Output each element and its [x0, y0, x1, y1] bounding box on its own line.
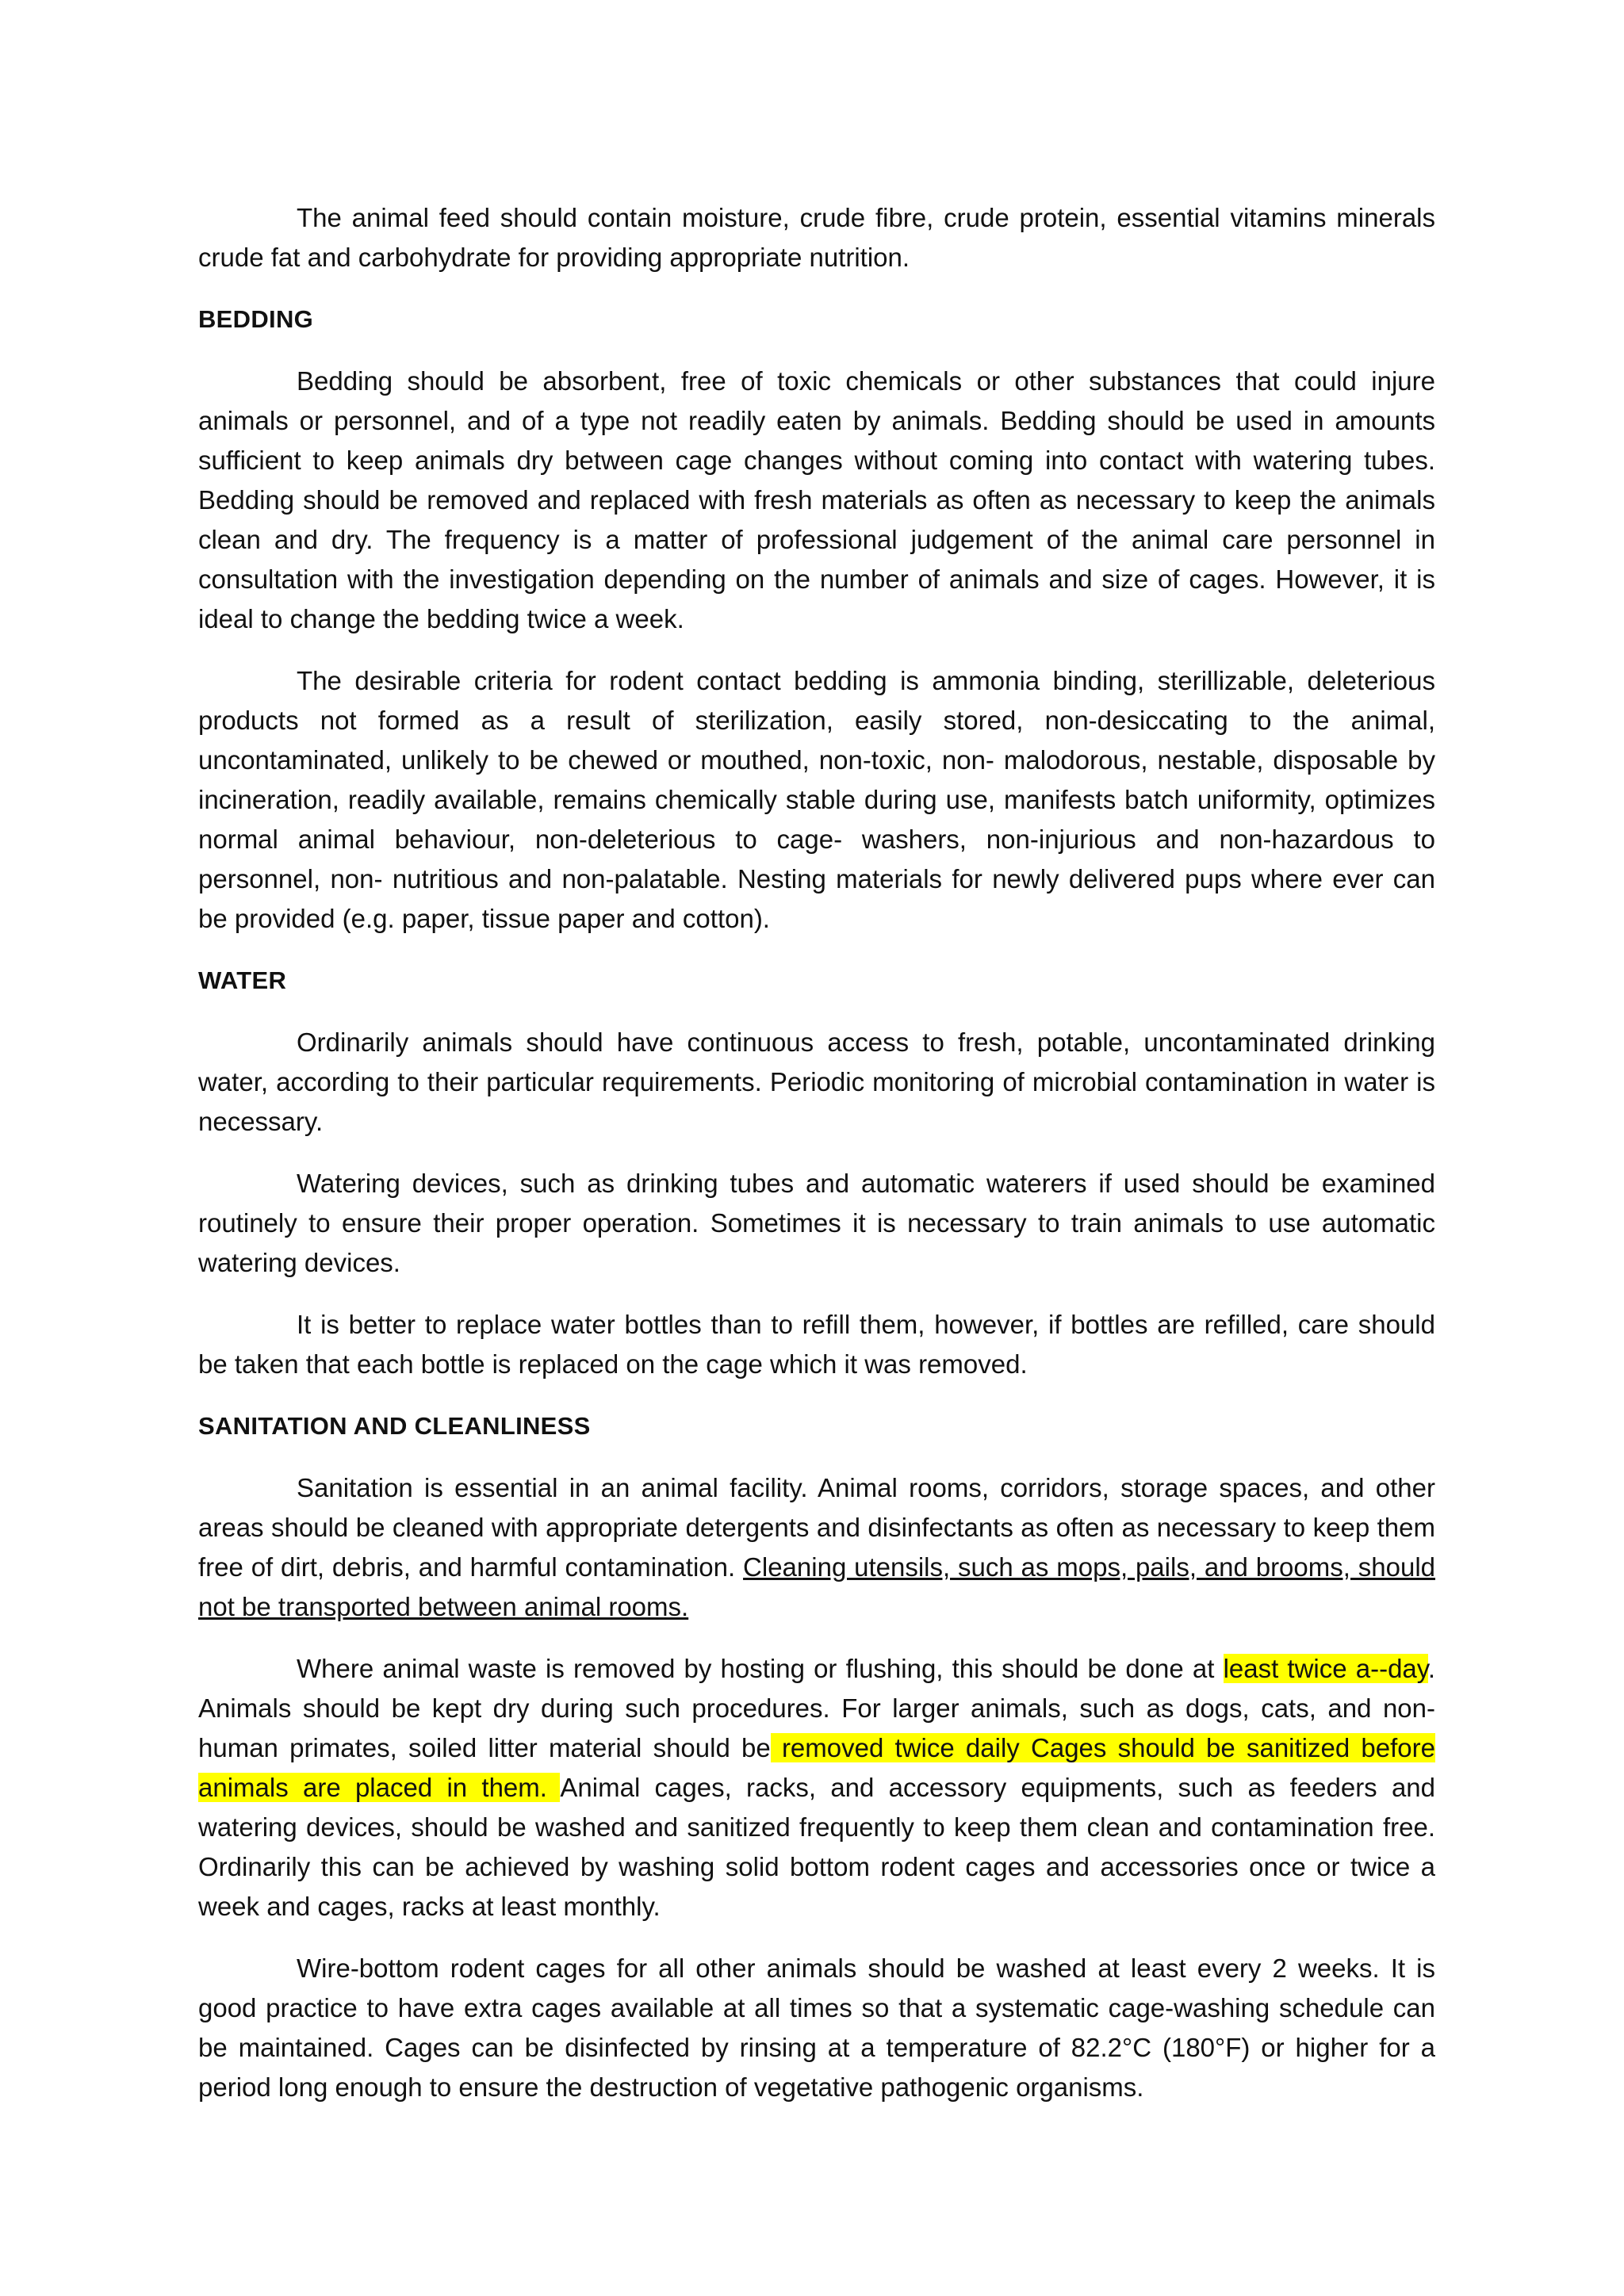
- highlight-sanitized-cages: removed twice daily Cages should be sanitized before animals are placed in them.: [198, 1733, 1435, 1802]
- water-paragraph-3: It is better to replace water bottles than to refill them, however, if bottles are refilled, care should be taken that each bottle is replaced on the cage which it was removed.: [198, 1310, 1435, 1379]
- underlined-sentence: Cleaning utensils, such as mops, pails, and brooms, should not be transported between animal rooms.: [198, 1552, 1436, 1621]
- bedding-heading: BEDDING: [198, 305, 314, 333]
- sanitation-paragraph-2: [198, 1649, 1435, 1927]
- highlight-twice-a-day: least twice a--day: [1223, 1654, 1428, 1683]
- water-paragraph-2: Watering devices, such as drinking tubes and automatic waterers if used should be examined routinely to ensure their proper operation. Sometimes it is necessary to train animals to use automatic watering devices.: [198, 1169, 1435, 1277]
- water-paragraph-1: Ordinarily animals should have continuous access to fresh, potable, uncontaminated drinking water, according to their particular requirements. Periodic monitoring of microbial contamination in water is necessary.: [198, 1027, 1435, 1136]
- sanitation-paragraph-2-text-b: . Animals should be kept dry during such procedures. For larger animals, such as dogs, cats, and non-human primates, soiled litter material should be: [198, 1654, 1435, 1762]
- sanitation-paragraph-1: [198, 1468, 1435, 1627]
- feed-paragraph: The animal feed should contain moisture, crude fibre, crude protein, essential vitamins minerals crude fat and carbohydrate for providing appropriate nutrition.: [198, 203, 1435, 272]
- bedding-paragraph-2: The desirable criteria for rodent contact bedding is ammonia binding, sterillizable, deleterious products not formed as a result of sterilization, easily stored, non-desiccating to the animal, uncontaminated, unlikely to be chewed or mouthed, non-toxic, non- malodorous, nestable, disposable by incineration, readily available, remains chemically stable during use, manifests batch uniformity, optimizes normal animal behaviour, non-deleterious to cage- washers, non-injurious and non-hazardous to personnel, non- nutritious and non-palatable. Nesting materials for newly delivered pups where ever can be provided (e.g. paper, tissue paper and cotton).: [198, 666, 1435, 933]
- water-heading: WATER: [198, 966, 287, 994]
- document-page: [198, 198, 1435, 2130]
- bedding-paragraph-1: Bedding should be absorbent, free of toxic chemicals or other substances that could injure animals or personnel, and of a type not readily eaten by animals. Bedding should be used in amounts sufficient to keep animals dry between cage changes without coming into contact with watering tubes. Bedding should be removed and replaced with fresh materials as often as necessary to keep the animals clean and dry. The frequency is a matter of professional judgement of the animal care personnel in consultation with the investigation depending on the number of animals and size of cages. However, it is ideal to change the bedding twice a week.: [198, 366, 1435, 633]
- sanitation-heading: SANITATION AND CLEANLINESS: [198, 1412, 591, 1440]
- sanitation-paragraph-3: Wire-bottom rodent cages for all other animals should be washed at least every 2 weeks. It is good practice to have extra cages available at all times so that a systematic cage-washing schedule can be maintained. Cages can be disinfected by rinsing at a temperature of 82.2°C (180°F) or higher for a period long enough to ensure the destruction of vegetative pathogenic organisms.: [198, 1954, 1435, 2102]
- sanitation-paragraph-2-text-c: Animal cages, racks, and accessory equipments, such as feeders and watering devices, should be washed and sanitized frequently to keep them clean and contamination free. Ordinarily this can be achieved by washing solid bottom rodent cages and accessories once or twice a week and cages, racks at least monthly.: [198, 1773, 1436, 1921]
- sanitation-paragraph-1-text: Sanitation is essential in an animal facility. Animal rooms, corridors, storage spaces, and other areas should be cleaned with appropriate detergents and disinfectants as often as necessary to keep them free of dirt, debris, and harmful contamination.: [198, 1473, 1435, 1582]
- sanitation-paragraph-2-text-a: Where animal waste is removed by hosting or flushing, this should be done at: [297, 1654, 1224, 1683]
